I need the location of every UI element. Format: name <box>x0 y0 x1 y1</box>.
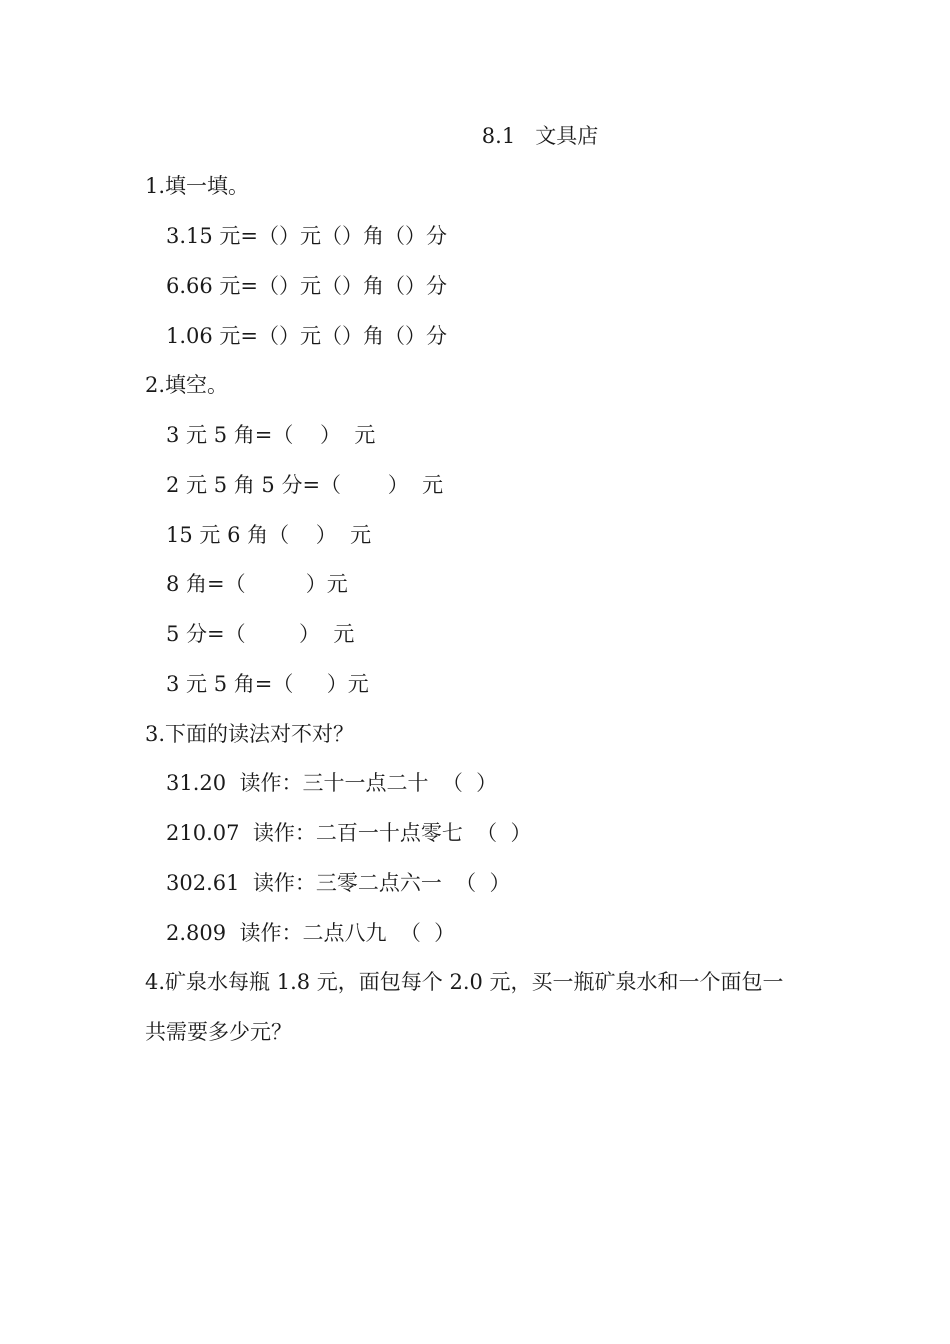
question-1-item: 3.15 元=（）元（）角（）分 <box>166 224 448 248</box>
question-2-item: 8 角=（ ）元 <box>166 572 348 596</box>
page-title: 8.1 文具店 <box>481 124 599 148</box>
question-2-item: 3 元 5 角=（ ）元 <box>166 672 369 696</box>
question-2-item: 15 元 6 角（ ） 元 <box>166 523 372 547</box>
question-2-item: 5 分=（ ） 元 <box>166 622 355 646</box>
question-4-label-line1: 4.矿泉水每瓶 1.8 元，面包每个 2.0 元，买一瓶矿泉水和一个面包一 <box>145 970 784 994</box>
question-2-item: 3 元 5 角=（ ） 元 <box>166 423 376 447</box>
question-3-item: 2.809 读作：二点八九 （ ） <box>166 921 456 945</box>
question-3-item: 31.20 读作：三十一点二十 （ ） <box>166 771 498 795</box>
question-2-label: 2.填空。 <box>145 373 229 397</box>
question-1-item: 1.06 元=（）元（）角（）分 <box>166 324 448 348</box>
question-4-label-line2: 共需要多少元？ <box>145 1020 292 1044</box>
question-3-item: 302.61 读作：三零二点六一 （ ） <box>166 871 511 895</box>
question-1-label: 1.填一填。 <box>145 174 250 198</box>
question-3-label: 3.下面的读法对不对？ <box>145 722 355 746</box>
question-1-item: 6.66 元=（）元（）角（）分 <box>166 274 448 298</box>
question-3-item: 210.07 读作：二百一十点零七 （ ） <box>166 821 532 845</box>
question-2-item: 2 元 5 角 5 分=（ ） 元 <box>166 473 444 497</box>
